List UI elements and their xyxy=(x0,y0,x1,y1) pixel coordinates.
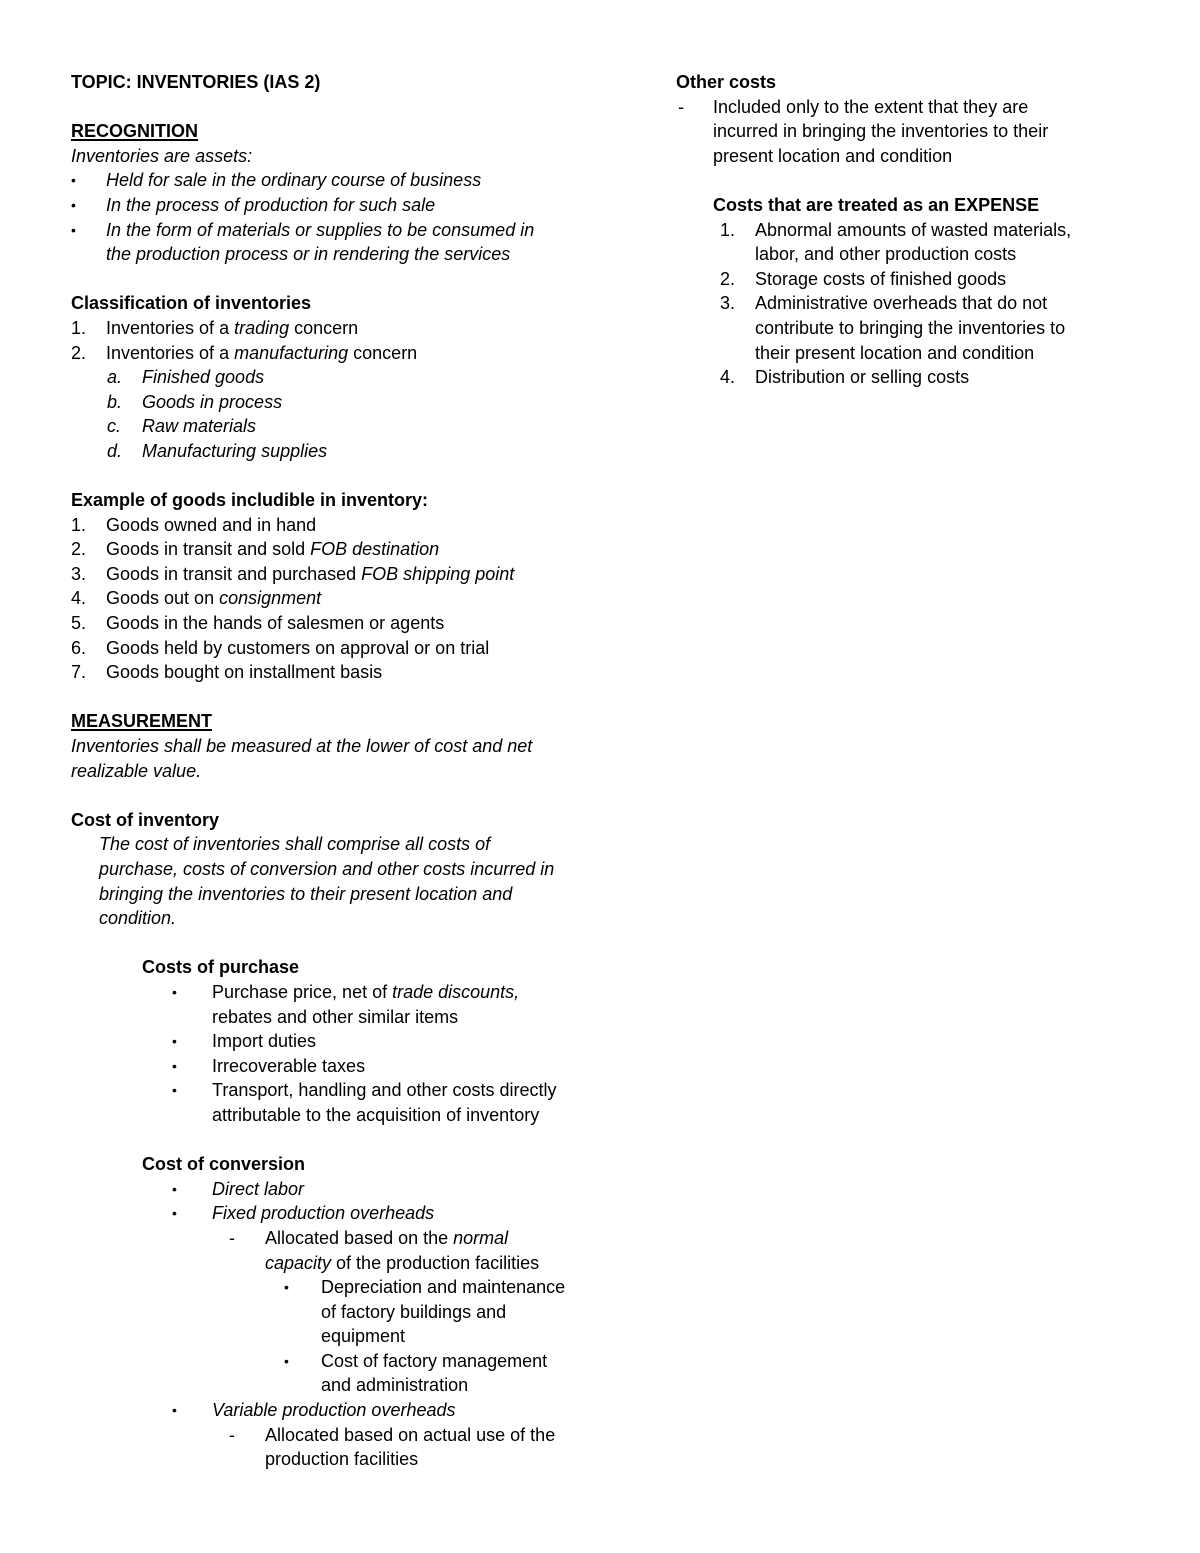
cost-of-inventory-heading: Cost of inventory xyxy=(71,809,220,830)
list-item: 1. Abnormal amounts of wasted materials, xyxy=(720,219,1072,240)
list-item: • Import duties xyxy=(71,1029,631,1054)
bullet-icon: • xyxy=(172,983,177,1000)
bullet-icon: • xyxy=(71,196,76,213)
dash-icon: - xyxy=(229,1227,235,1248)
list-item: • Irrecoverable taxes xyxy=(71,1054,631,1079)
list-item: a. Finished goods xyxy=(107,367,265,388)
list-item: c. Raw materials xyxy=(107,416,257,437)
list-item: 3. Goods in transit and purchased FOB shipping point xyxy=(71,563,515,584)
cost-definition-text: purchase, costs of conversion and other costs incurred in xyxy=(99,859,555,879)
list-item: 4. Goods out on consignment xyxy=(71,588,322,609)
list-item: 7. Goods bought on installment basis xyxy=(71,662,383,683)
bullet-icon: • xyxy=(172,1180,177,1197)
bullet-icon: • xyxy=(71,172,76,189)
list-item-continuation: capacity of the production facilities xyxy=(265,1252,540,1273)
list-item: • Fixed production overheads xyxy=(71,1201,631,1226)
list-item: - Allocated based on actual use of the xyxy=(71,1423,631,1448)
cost-definition-text: bringing the inventories to their present location and xyxy=(99,883,513,904)
list-item-continuation: rebates and other similar items xyxy=(212,1006,459,1027)
list-item: 1. Inventories of a trading concern xyxy=(71,317,359,338)
examples-heading: Example of goods includible in inventory: xyxy=(71,490,429,511)
left-column xyxy=(71,70,631,1472)
list-item: 3. Administrative overheads that do not xyxy=(720,293,1048,314)
list-item: - Allocated based on the normal xyxy=(71,1226,631,1251)
bullet-icon: • xyxy=(71,221,76,238)
measurement-text: realizable value. xyxy=(71,760,202,781)
list-item: 4. Distribution or selling costs xyxy=(720,367,970,388)
list-item: 1. Goods owned and in hand xyxy=(71,514,317,535)
list-item: 2. Goods in transit and sold FOB destination xyxy=(71,539,440,560)
dash-icon: - xyxy=(678,96,684,117)
list-item-continuation: equipment xyxy=(321,1326,406,1347)
list-item-continuation: production facilities xyxy=(265,1449,419,1470)
list-item-continuation: labor, and other production costs xyxy=(755,244,1017,265)
measurement-text: Inventories shall be measured at the lower of cost and net xyxy=(71,736,533,757)
list-item: • Cost of factory management xyxy=(71,1349,631,1374)
list-item-continuation: incurred in bringing the inventories to their xyxy=(713,121,1049,142)
list-item-continuation: present location and condition xyxy=(713,145,953,166)
list-item: d. Manufacturing supplies xyxy=(107,440,328,461)
bullet-icon: • xyxy=(172,1057,177,1074)
costs-of-purchase-heading: Costs of purchase xyxy=(142,957,300,978)
list-item-continuation: contribute to bringing the inventories to xyxy=(755,317,1066,338)
list-item-continuation: of factory buildings and xyxy=(321,1301,507,1322)
dash-icon: - xyxy=(229,1424,235,1445)
list-item: • Transport, handling and other costs directly xyxy=(71,1078,631,1103)
list-item: • Direct labor xyxy=(71,1177,631,1202)
bullet-icon: • xyxy=(172,1033,177,1050)
list-item-continuation: the production process or in rendering the services xyxy=(106,244,511,265)
classification-heading: Classification of inventories xyxy=(71,293,312,314)
list-item-continuation: their present location and condition xyxy=(755,342,1035,363)
expense-heading: Costs that are treated as an EXPENSE xyxy=(713,194,1040,215)
bullet-icon: • xyxy=(284,1352,289,1369)
list-item: 2. Inventories of a manufacturing concern xyxy=(71,342,418,363)
list-item: 5. Goods in the hands of salesmen or agents xyxy=(71,613,445,634)
recognition-intro: Inventories are assets: xyxy=(71,145,253,166)
list-item: • Held for sale in the ordinary course of business xyxy=(71,168,631,193)
measurement-heading: MEASUREMENT xyxy=(71,711,213,732)
list-item: • In the form of materials or supplies to be consumed in xyxy=(71,218,631,243)
list-item-continuation: attributable to the acquisition of inventory xyxy=(212,1104,540,1125)
right-column xyxy=(676,70,1146,390)
bullet-icon: • xyxy=(172,1205,177,1222)
cost-definition-text: The cost of inventories shall comprise all costs of xyxy=(99,834,491,855)
bullet-icon: • xyxy=(284,1279,289,1296)
list-item: • Purchase price, net of trade discounts, xyxy=(71,980,631,1005)
list-item: 6. Goods held by customers on approval or on trial xyxy=(71,637,490,658)
cost-definition-text: condition. xyxy=(99,908,177,929)
list-item: 2. Storage costs of finished goods xyxy=(720,268,1007,289)
bullet-icon: • xyxy=(172,1402,177,1419)
list-item: - Included only to the extent that they are xyxy=(676,95,1146,120)
list-item: • In the process of production for such sale xyxy=(71,193,631,218)
list-item-continuation: and administration xyxy=(321,1375,469,1396)
list-item: b. Goods in process xyxy=(107,391,283,412)
bullet-icon: • xyxy=(172,1082,177,1099)
list-item: • Variable production overheads xyxy=(71,1398,631,1423)
recognition-heading: RECOGNITION xyxy=(71,121,199,142)
cost-of-conversion-heading: Cost of conversion xyxy=(142,1154,306,1175)
list-item: • Depreciation and maintenance xyxy=(71,1275,631,1300)
document-title: TOPIC: INVENTORIES (IAS 2) xyxy=(71,72,321,92)
other-costs-heading: Other costs xyxy=(676,72,777,92)
